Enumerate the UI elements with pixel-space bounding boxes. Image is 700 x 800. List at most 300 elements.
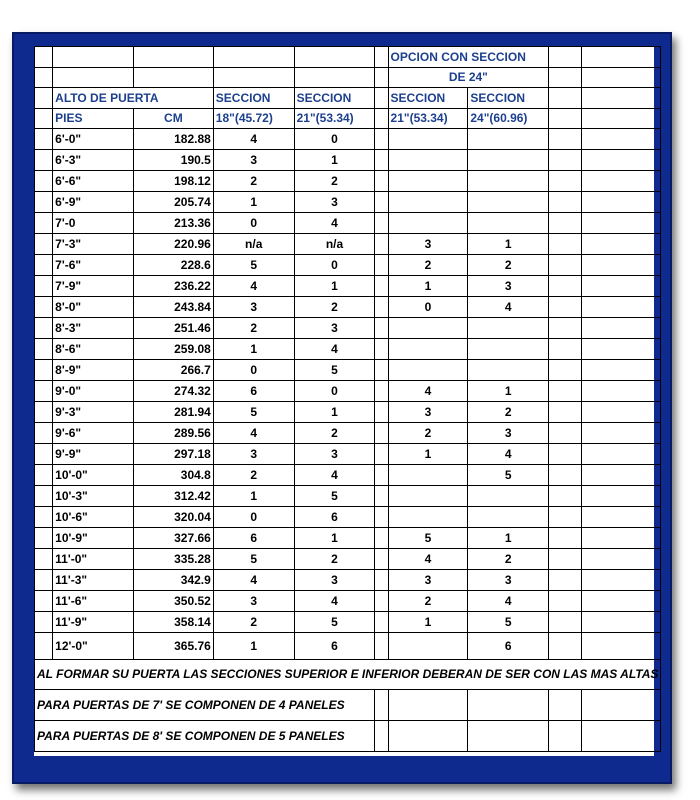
table-row xyxy=(35,570,661,591)
blank-cell xyxy=(375,444,388,465)
pies-cell: 6'-3" xyxy=(53,150,134,171)
section-21-cell: 0 xyxy=(294,129,375,150)
option-21-cell: 2 xyxy=(388,255,468,276)
cm-cell: 243.84 xyxy=(133,297,213,318)
option-21-cell xyxy=(388,129,468,150)
blank-cell xyxy=(35,423,53,444)
option-24-cell xyxy=(468,213,549,234)
section-18-cell: 1 xyxy=(213,486,294,507)
header-row-2 xyxy=(35,68,661,88)
section-21-cell: 4 xyxy=(294,465,375,486)
option-21-cell xyxy=(388,171,468,192)
cm-cell: 327.66 xyxy=(133,528,213,549)
blank-cell xyxy=(549,360,581,381)
section-21-cell: 0 xyxy=(294,255,375,276)
cm-cell: 205.74 xyxy=(133,192,213,213)
pies-cell: 9'-0" xyxy=(53,381,134,402)
blank-cell xyxy=(549,570,581,591)
option-24-cell: 3 xyxy=(468,423,549,444)
pies-cell: 7'-0 xyxy=(53,213,134,234)
option-24-cell: 6 xyxy=(468,633,549,660)
blank-cell xyxy=(581,570,661,591)
blank-cell xyxy=(549,318,581,339)
section-18-cell: 2 xyxy=(213,612,294,633)
table-row xyxy=(35,234,661,255)
section-21-cell: 4 xyxy=(294,591,375,612)
blank-cell xyxy=(35,486,53,507)
section-18-cell: 1 xyxy=(213,339,294,360)
pies-cell: 11'-6" xyxy=(53,591,134,612)
seccion-header: SECCION xyxy=(213,88,294,109)
option-21-cell: 3 xyxy=(388,570,468,591)
cm-cell: 358.14 xyxy=(133,612,213,633)
cm-cell: 259.08 xyxy=(133,339,213,360)
blank-cell xyxy=(375,507,388,528)
table-row xyxy=(35,591,661,612)
section-21-cell: 2 xyxy=(294,423,375,444)
option-24-cell: 5 xyxy=(468,465,549,486)
blank-cell xyxy=(35,507,53,528)
blank-cell xyxy=(35,402,53,423)
table-row xyxy=(35,129,661,150)
section-18-cell: 4 xyxy=(213,276,294,297)
pies-cell: 9'-9" xyxy=(53,444,134,465)
section-size-header: 21"(53.34) xyxy=(388,109,468,129)
blank-cell xyxy=(35,549,53,570)
blank-cell xyxy=(375,381,388,402)
pies-cell: 7'-9" xyxy=(53,276,134,297)
section-18-cell: 3 xyxy=(213,150,294,171)
blank-cell xyxy=(581,486,661,507)
blank-cell xyxy=(549,213,581,234)
cm-cell: 320.04 xyxy=(133,507,213,528)
blank-cell xyxy=(375,171,388,192)
section-21-cell: 1 xyxy=(294,402,375,423)
pies-cell: 6'-9" xyxy=(53,192,134,213)
table-row xyxy=(35,507,661,528)
blank-cell xyxy=(549,633,581,660)
blank-cell xyxy=(35,381,53,402)
section-21-cell: 2 xyxy=(294,297,375,318)
option-24-cell: 2 xyxy=(468,402,549,423)
blank-cell xyxy=(549,171,581,192)
cm-cell: 236.22 xyxy=(133,276,213,297)
pies-cell: 7'-6" xyxy=(53,255,134,276)
blank-cell xyxy=(375,339,388,360)
option-24-cell: 4 xyxy=(468,297,549,318)
blank-cell xyxy=(35,276,53,297)
blank-cell xyxy=(375,297,388,318)
blank-cell xyxy=(35,192,53,213)
pies-cell: 7'-3" xyxy=(53,234,134,255)
option-24-cell: 1 xyxy=(468,528,549,549)
pies-cell: 11'-9" xyxy=(53,612,134,633)
option-21-cell xyxy=(388,150,468,171)
option-21-cell xyxy=(388,465,468,486)
blank-cell xyxy=(549,507,581,528)
pies-cell: 12'-0" xyxy=(53,633,134,660)
blank-cell xyxy=(549,444,581,465)
option-21-cell: 1 xyxy=(388,612,468,633)
blank-cell xyxy=(35,360,53,381)
spreadsheet-sheet xyxy=(34,46,659,756)
blank-cell xyxy=(581,591,661,612)
table-row xyxy=(35,465,661,486)
blank-cell xyxy=(581,297,661,318)
option-21-cell: 2 xyxy=(388,591,468,612)
blank-cell xyxy=(581,339,661,360)
blank-cell xyxy=(549,423,581,444)
pies-cell: 10'-6" xyxy=(53,507,134,528)
cm-cell: 297.18 xyxy=(133,444,213,465)
table-row xyxy=(35,192,661,213)
option-24-cell: 1 xyxy=(468,234,549,255)
blank-cell xyxy=(581,381,661,402)
blank-cell xyxy=(581,444,661,465)
blank-cell xyxy=(375,213,388,234)
section-18-cell: 2 xyxy=(213,171,294,192)
section-21-cell: 5 xyxy=(294,486,375,507)
option-24-cell xyxy=(468,192,549,213)
table-row xyxy=(35,150,661,171)
cm-cell: 312.42 xyxy=(133,486,213,507)
blank-cell xyxy=(581,276,661,297)
blank-cell xyxy=(375,486,388,507)
option-24-cell: 1 xyxy=(468,381,549,402)
blank-cell xyxy=(581,255,661,276)
pies-cell: 8'-9" xyxy=(53,360,134,381)
blank-cell xyxy=(549,255,581,276)
option-24-cell: 3 xyxy=(468,276,549,297)
table-row xyxy=(35,381,661,402)
section-21-cell: 1 xyxy=(294,150,375,171)
blank-cell xyxy=(375,150,388,171)
table-row xyxy=(35,444,661,465)
section-18-cell: 4 xyxy=(213,423,294,444)
blank-cell xyxy=(35,297,53,318)
blank-cell xyxy=(549,276,581,297)
pies-cell: 11'-3" xyxy=(53,570,134,591)
blank-cell xyxy=(375,192,388,213)
blank-cell xyxy=(549,402,581,423)
cm-cell: 289.56 xyxy=(133,423,213,444)
blank-cell xyxy=(375,570,388,591)
section-21-cell: 4 xyxy=(294,339,375,360)
blank-cell xyxy=(581,129,661,150)
section-18-cell: 0 xyxy=(213,213,294,234)
blank-cell xyxy=(35,591,53,612)
blank-cell xyxy=(35,444,53,465)
section-21-cell: 3 xyxy=(294,444,375,465)
table-row xyxy=(35,339,661,360)
header-row-1 xyxy=(35,47,661,68)
option-24-cell xyxy=(468,507,549,528)
note-row-1 xyxy=(35,660,661,690)
section-18-cell: 0 xyxy=(213,360,294,381)
option-21-cell: 1 xyxy=(388,276,468,297)
blank-cell xyxy=(375,633,388,660)
blank-cell xyxy=(549,528,581,549)
cm-cell: 213.36 xyxy=(133,213,213,234)
table-row xyxy=(35,318,661,339)
table-row xyxy=(35,486,661,507)
note-text: PARA PUERTAS DE 7' SE COMPONEN DE 4 PANELES xyxy=(35,690,375,721)
blank-cell xyxy=(35,465,53,486)
blank-cell xyxy=(549,150,581,171)
note-text: AL FORMAR SU PUERTA LAS SECCIONES SUPERIOR E INFERIOR DEBERAN DE SER CON LAS MAS ALTAS xyxy=(35,660,661,690)
blank-cell xyxy=(581,507,661,528)
pies-cell: 9'-6" xyxy=(53,423,134,444)
option-21-cell xyxy=(388,486,468,507)
section-size-header: 21"(53.34) xyxy=(294,109,375,129)
section-18-cell: 3 xyxy=(213,297,294,318)
option-24-cell xyxy=(468,171,549,192)
pies-cell: 11'-0" xyxy=(53,549,134,570)
table-row xyxy=(35,423,661,444)
table-row xyxy=(35,528,661,549)
blank-cell xyxy=(35,234,53,255)
blank-cell xyxy=(35,255,53,276)
option-24-cell xyxy=(468,150,549,171)
header-row-4 xyxy=(35,109,661,129)
option-21-cell xyxy=(388,633,468,660)
blank-cell xyxy=(549,129,581,150)
blank-cell xyxy=(581,318,661,339)
option-24-cell: 4 xyxy=(468,444,549,465)
table-row xyxy=(35,171,661,192)
option-21-cell xyxy=(388,318,468,339)
cm-header: CM xyxy=(133,109,213,129)
table-row xyxy=(35,612,661,633)
pies-cell: 10'-3" xyxy=(53,486,134,507)
blank-cell xyxy=(35,213,53,234)
blank-cell xyxy=(35,318,53,339)
pies-cell: 6'-6" xyxy=(53,171,134,192)
pies-cell: 8'-3" xyxy=(53,318,134,339)
section-21-cell: 1 xyxy=(294,276,375,297)
table-row xyxy=(35,360,661,381)
cm-cell: 198.12 xyxy=(133,171,213,192)
blank-cell xyxy=(549,381,581,402)
blank-cell xyxy=(375,423,388,444)
blank-cell xyxy=(581,549,661,570)
option-21-cell: 4 xyxy=(388,549,468,570)
section-21-cell: 2 xyxy=(294,549,375,570)
cm-cell: 281.94 xyxy=(133,402,213,423)
option-21-cell: 5 xyxy=(388,528,468,549)
section-21-cell: 3 xyxy=(294,192,375,213)
table-row xyxy=(35,402,661,423)
pies-cell: 10'-9" xyxy=(53,528,134,549)
cm-cell: 350.52 xyxy=(133,591,213,612)
section-18-cell: n/a xyxy=(213,234,294,255)
blank-cell xyxy=(35,633,53,660)
blank-cell xyxy=(549,486,581,507)
blank-cell xyxy=(581,360,661,381)
option-24-cell xyxy=(468,486,549,507)
blank-cell xyxy=(581,633,661,660)
section-18-cell: 5 xyxy=(213,255,294,276)
section-size-header: 18"(45.72) xyxy=(213,109,294,129)
option-24-cell: 4 xyxy=(468,591,549,612)
blank-cell xyxy=(581,171,661,192)
blank-cell xyxy=(375,234,388,255)
blank-cell xyxy=(549,549,581,570)
pies-cell: 6'-0" xyxy=(53,129,134,150)
option-subtitle: DE 24" xyxy=(388,68,549,88)
option-21-cell xyxy=(388,507,468,528)
cm-cell: 274.32 xyxy=(133,381,213,402)
cm-cell: 228.6 xyxy=(133,255,213,276)
blank-cell xyxy=(375,549,388,570)
blank-cell xyxy=(581,213,661,234)
seccion-header: SECCION xyxy=(468,88,549,109)
blank-cell xyxy=(35,129,53,150)
blank-cell xyxy=(35,150,53,171)
section-size-header: 24"(60.96) xyxy=(468,109,549,129)
blank-cell xyxy=(375,276,388,297)
table-row xyxy=(35,633,661,660)
pies-cell: 10'-0" xyxy=(53,465,134,486)
section-18-cell: 0 xyxy=(213,507,294,528)
header-row-3 xyxy=(35,88,661,109)
pies-cell: 9'-3" xyxy=(53,402,134,423)
cm-cell: 266.7 xyxy=(133,360,213,381)
option-21-cell: 0 xyxy=(388,297,468,318)
blank-cell xyxy=(549,297,581,318)
section-21-cell: 6 xyxy=(294,633,375,660)
blank-cell xyxy=(581,402,661,423)
option-21-cell: 1 xyxy=(388,444,468,465)
cm-cell: 182.88 xyxy=(133,129,213,150)
cm-cell: 220.96 xyxy=(133,234,213,255)
blank-cell xyxy=(35,612,53,633)
option-24-cell xyxy=(468,129,549,150)
blank-cell xyxy=(375,255,388,276)
blank-cell xyxy=(375,318,388,339)
section-21-cell: n/a xyxy=(294,234,375,255)
option-24-cell xyxy=(468,339,549,360)
pies-cell: 8'-6" xyxy=(53,339,134,360)
section-18-cell: 2 xyxy=(213,465,294,486)
blank-cell xyxy=(549,612,581,633)
blank-cell xyxy=(35,528,53,549)
cm-cell: 365.76 xyxy=(133,633,213,660)
section-21-cell: 5 xyxy=(294,360,375,381)
section-21-cell: 4 xyxy=(294,213,375,234)
table-row xyxy=(35,255,661,276)
cm-cell: 251.46 xyxy=(133,318,213,339)
blank-cell xyxy=(581,150,661,171)
blank-cell xyxy=(375,612,388,633)
blank-cell xyxy=(35,171,53,192)
cm-cell: 335.28 xyxy=(133,549,213,570)
option-24-cell: 3 xyxy=(468,570,549,591)
section-21-cell: 3 xyxy=(294,318,375,339)
section-21-cell: 0 xyxy=(294,381,375,402)
option-24-cell: 2 xyxy=(468,255,549,276)
blank-cell xyxy=(549,591,581,612)
option-24-cell: 5 xyxy=(468,612,549,633)
section-18-cell: 6 xyxy=(213,381,294,402)
section-18-cell: 1 xyxy=(213,633,294,660)
pies-header: PIES xyxy=(53,109,134,129)
pies-cell: 8'-0" xyxy=(53,297,134,318)
option-21-cell xyxy=(388,339,468,360)
table-row xyxy=(35,213,661,234)
blank-cell xyxy=(581,528,661,549)
blank-cell xyxy=(375,129,388,150)
section-18-cell: 3 xyxy=(213,444,294,465)
cm-cell: 304.8 xyxy=(133,465,213,486)
section-21-cell: 5 xyxy=(294,612,375,633)
blank-cell xyxy=(35,570,53,591)
section-18-cell: 3 xyxy=(213,591,294,612)
note-row-2 xyxy=(35,690,661,721)
section-18-cell: 4 xyxy=(213,129,294,150)
cm-cell: 342.9 xyxy=(133,570,213,591)
note-text: PARA PUERTAS DE 8' SE COMPONEN DE 5 PANELES xyxy=(35,721,375,752)
blank-cell xyxy=(581,192,661,213)
section-18-cell: 1 xyxy=(213,192,294,213)
table-row xyxy=(35,297,661,318)
section-18-cell: 2 xyxy=(213,318,294,339)
seccion-header: SECCION xyxy=(388,88,468,109)
option-24-cell xyxy=(468,360,549,381)
option-title: OPCION CON SECCION xyxy=(388,47,549,68)
section-21-cell: 3 xyxy=(294,570,375,591)
alto-de-puerta-label: ALTO DE PUERTA xyxy=(53,88,214,109)
blank-cell xyxy=(375,591,388,612)
option-21-cell: 3 xyxy=(388,402,468,423)
blank-cell xyxy=(375,402,388,423)
table-row xyxy=(35,276,661,297)
blank-cell xyxy=(375,465,388,486)
blank-cell xyxy=(581,465,661,486)
blank-cell xyxy=(375,360,388,381)
table-row xyxy=(35,549,661,570)
section-21-cell: 6 xyxy=(294,507,375,528)
section-18-cell: 6 xyxy=(213,528,294,549)
blank-cell xyxy=(581,234,661,255)
option-24-cell: 2 xyxy=(468,549,549,570)
blank-cell xyxy=(35,339,53,360)
section-18-cell: 4 xyxy=(213,570,294,591)
note-row-3 xyxy=(35,721,661,752)
option-21-cell xyxy=(388,360,468,381)
blank-cell xyxy=(581,612,661,633)
section-18-cell: 5 xyxy=(213,549,294,570)
option-21-cell xyxy=(388,192,468,213)
cm-cell: 190.5 xyxy=(133,150,213,171)
section-18-cell: 5 xyxy=(213,402,294,423)
option-21-cell: 4 xyxy=(388,381,468,402)
blank-cell xyxy=(581,423,661,444)
door-section-table xyxy=(34,46,661,752)
blank-cell xyxy=(375,528,388,549)
section-21-cell: 1 xyxy=(294,528,375,549)
blank-cell xyxy=(549,465,581,486)
option-21-cell: 2 xyxy=(388,423,468,444)
blank-cell xyxy=(549,192,581,213)
seccion-header: SECCION xyxy=(294,88,375,109)
blank-cell xyxy=(549,339,581,360)
option-24-cell xyxy=(468,318,549,339)
option-21-cell xyxy=(388,213,468,234)
blank-cell xyxy=(549,234,581,255)
option-21-cell: 3 xyxy=(388,234,468,255)
section-21-cell: 2 xyxy=(294,171,375,192)
